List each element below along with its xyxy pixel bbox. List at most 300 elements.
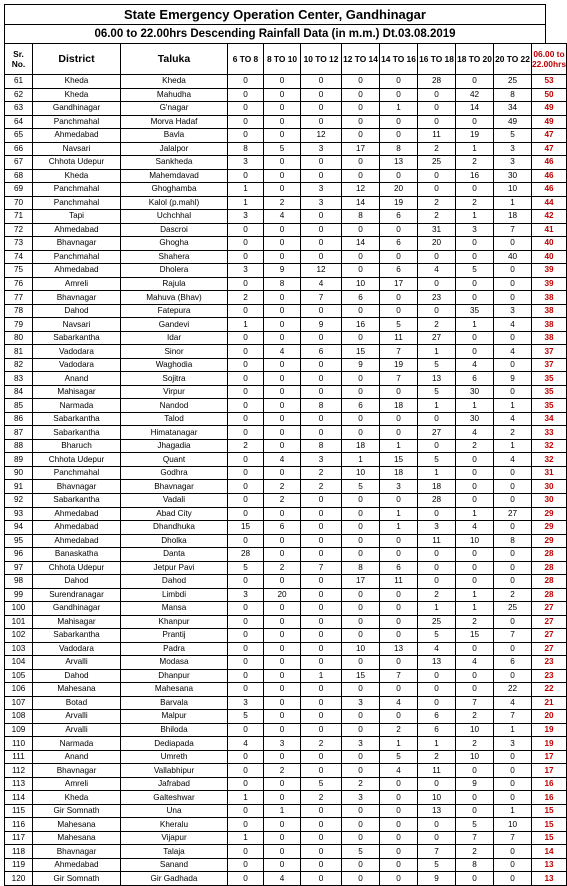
r14-16-cell: 20 bbox=[380, 183, 418, 197]
sr-no-cell: 105 bbox=[5, 669, 33, 683]
r18-20-cell: 30 bbox=[456, 412, 494, 426]
r12-14-cell: 1 bbox=[342, 453, 380, 467]
r12-14-cell: 8 bbox=[342, 210, 380, 224]
total-cell: 44 bbox=[532, 196, 567, 210]
total-cell: 40 bbox=[532, 237, 567, 251]
r12-14-cell: 0 bbox=[342, 588, 380, 602]
total-cell: 14 bbox=[532, 845, 567, 859]
r20-22-cell: 10 bbox=[494, 183, 532, 197]
table-row bbox=[5, 385, 567, 399]
district-cell: Dahod bbox=[33, 669, 121, 683]
r8-10-cell: 0 bbox=[264, 223, 301, 237]
taluka-cell: Danta bbox=[121, 548, 228, 562]
r6-8-cell: 0 bbox=[228, 777, 264, 791]
r20-22-cell: 0 bbox=[494, 561, 532, 575]
r6-8-cell: 0 bbox=[228, 602, 264, 616]
r6-8-cell: 0 bbox=[228, 277, 264, 291]
table-row bbox=[5, 223, 567, 237]
r16-18-cell: 0 bbox=[418, 683, 456, 697]
taluka-cell: Fatepura bbox=[121, 304, 228, 318]
district-cell: Arvalli bbox=[33, 723, 121, 737]
r20-22-cell: 0 bbox=[494, 642, 532, 656]
r18-20-cell: 4 bbox=[456, 521, 494, 535]
r20-22-cell: 7 bbox=[494, 629, 532, 643]
r10-12-cell: 0 bbox=[301, 764, 342, 778]
r10-12-cell: 0 bbox=[301, 534, 342, 548]
total-cell: 23 bbox=[532, 669, 567, 683]
table-row bbox=[5, 304, 567, 318]
taluka-cell: Prantij bbox=[121, 629, 228, 643]
district-cell: Chhota Udepur bbox=[33, 453, 121, 467]
table-row bbox=[5, 696, 567, 710]
r12-14-cell: 12 bbox=[342, 183, 380, 197]
district-cell: Sabarkantha bbox=[33, 493, 121, 507]
r12-14-cell: 0 bbox=[342, 602, 380, 616]
r6-8-cell: 4 bbox=[228, 737, 264, 751]
r14-16-cell: 11 bbox=[380, 575, 418, 589]
r10-12-cell: 7 bbox=[301, 291, 342, 305]
r6-8-cell: 3 bbox=[228, 156, 264, 170]
r18-20-cell: 35 bbox=[456, 304, 494, 318]
r10-12-cell: 0 bbox=[301, 372, 342, 386]
sr-no-cell: 84 bbox=[5, 385, 33, 399]
r12-14-cell: 0 bbox=[342, 88, 380, 102]
r10-12-cell: 0 bbox=[301, 412, 342, 426]
r20-22-cell: 8 bbox=[494, 534, 532, 548]
r14-16-cell: 4 bbox=[380, 696, 418, 710]
sr-no-cell: 106 bbox=[5, 683, 33, 697]
r6-8-cell: 1 bbox=[228, 791, 264, 805]
sr-no-cell: 92 bbox=[5, 493, 33, 507]
r8-10-cell: 2 bbox=[264, 480, 301, 494]
r10-12-cell: 0 bbox=[301, 710, 342, 724]
header-district: District bbox=[33, 44, 121, 75]
r16-18-cell: 0 bbox=[418, 169, 456, 183]
taluka-cell: Dahod bbox=[121, 575, 228, 589]
r12-14-cell: 0 bbox=[342, 412, 380, 426]
r20-22-cell: 7 bbox=[494, 223, 532, 237]
r10-12-cell: 2 bbox=[301, 791, 342, 805]
r6-8-cell: 0 bbox=[228, 480, 264, 494]
taluka-cell: Dediapada bbox=[121, 737, 228, 751]
r6-8-cell: 5 bbox=[228, 561, 264, 575]
r10-12-cell: 5 bbox=[301, 777, 342, 791]
table-row bbox=[5, 575, 567, 589]
r12-14-cell: 0 bbox=[342, 521, 380, 535]
total-cell: 42 bbox=[532, 210, 567, 224]
r18-20-cell: 2 bbox=[456, 156, 494, 170]
sr-no-cell: 62 bbox=[5, 88, 33, 102]
r20-22-cell: 0 bbox=[494, 521, 532, 535]
sr-no-cell: 101 bbox=[5, 615, 33, 629]
r16-18-cell: 1 bbox=[418, 399, 456, 413]
r12-14-cell: 0 bbox=[342, 129, 380, 143]
r10-12-cell: 0 bbox=[301, 426, 342, 440]
sr-no-cell: 65 bbox=[5, 129, 33, 143]
sr-no-cell: 80 bbox=[5, 331, 33, 345]
taluka-cell: Gandevi bbox=[121, 318, 228, 332]
total-cell: 21 bbox=[532, 696, 567, 710]
r20-22-cell: 0 bbox=[494, 493, 532, 507]
r12-14-cell: 3 bbox=[342, 791, 380, 805]
r14-16-cell: 18 bbox=[380, 399, 418, 413]
table-row bbox=[5, 412, 567, 426]
r14-16-cell: 0 bbox=[380, 845, 418, 859]
total-cell: 16 bbox=[532, 777, 567, 791]
table-row bbox=[5, 615, 567, 629]
r20-22-cell: 1 bbox=[494, 723, 532, 737]
district-cell: Kheda bbox=[33, 88, 121, 102]
r12-14-cell: 0 bbox=[342, 804, 380, 818]
table-row bbox=[5, 156, 567, 170]
total-cell: 30 bbox=[532, 493, 567, 507]
table-row bbox=[5, 426, 567, 440]
r16-18-cell: 11 bbox=[418, 764, 456, 778]
taluka-cell: Jafrabad bbox=[121, 777, 228, 791]
r14-16-cell: 0 bbox=[380, 129, 418, 143]
district-cell: Botad bbox=[33, 696, 121, 710]
district-cell: Vadodara bbox=[33, 642, 121, 656]
sr-no-cell: 79 bbox=[5, 318, 33, 332]
r10-12-cell: 0 bbox=[301, 588, 342, 602]
r12-14-cell: 0 bbox=[342, 264, 380, 278]
r10-12-cell: 0 bbox=[301, 615, 342, 629]
r8-10-cell: 2 bbox=[264, 764, 301, 778]
r16-18-cell: 13 bbox=[418, 372, 456, 386]
r8-10-cell: 0 bbox=[264, 615, 301, 629]
r18-20-cell: 0 bbox=[456, 683, 494, 697]
sr-no-cell: 98 bbox=[5, 575, 33, 589]
total-cell: 17 bbox=[532, 764, 567, 778]
r16-18-cell: 28 bbox=[418, 75, 456, 89]
district-cell: Sabarkantha bbox=[33, 426, 121, 440]
r12-14-cell: 0 bbox=[342, 385, 380, 399]
total-cell: 27 bbox=[532, 602, 567, 616]
r12-14-cell: 0 bbox=[342, 304, 380, 318]
taluka-cell: Nandod bbox=[121, 399, 228, 413]
r20-22-cell: 0 bbox=[494, 277, 532, 291]
district-cell: Panchmahal bbox=[33, 115, 121, 129]
r20-22-cell: 18 bbox=[494, 210, 532, 224]
r8-10-cell: 0 bbox=[264, 548, 301, 562]
r14-16-cell: 0 bbox=[380, 250, 418, 264]
sr-no-cell: 110 bbox=[5, 737, 33, 751]
r6-8-cell: 0 bbox=[228, 399, 264, 413]
r12-14-cell: 3 bbox=[342, 737, 380, 751]
r6-8-cell: 0 bbox=[228, 88, 264, 102]
taluka-cell: Mahudha bbox=[121, 88, 228, 102]
r6-8-cell: 8 bbox=[228, 142, 264, 156]
sr-no-cell: 66 bbox=[5, 142, 33, 156]
r16-18-cell: 1 bbox=[418, 737, 456, 751]
table-row bbox=[5, 588, 567, 602]
header-taluka: Taluka bbox=[121, 44, 228, 75]
r14-16-cell: 0 bbox=[380, 115, 418, 129]
r8-10-cell: 0 bbox=[264, 845, 301, 859]
r16-18-cell: 2 bbox=[418, 196, 456, 210]
r6-8-cell: 0 bbox=[228, 858, 264, 872]
r8-10-cell: 0 bbox=[264, 250, 301, 264]
r14-16-cell: 0 bbox=[380, 493, 418, 507]
r8-10-cell: 4 bbox=[264, 210, 301, 224]
r12-14-cell: 0 bbox=[342, 629, 380, 643]
total-cell: 49 bbox=[532, 115, 567, 129]
r18-20-cell: 8 bbox=[456, 858, 494, 872]
r16-18-cell: 27 bbox=[418, 426, 456, 440]
total-cell: 32 bbox=[532, 453, 567, 467]
r12-14-cell: 0 bbox=[342, 426, 380, 440]
r14-16-cell: 0 bbox=[380, 385, 418, 399]
r8-10-cell: 0 bbox=[264, 534, 301, 548]
sr-no-cell: 78 bbox=[5, 304, 33, 318]
r16-18-cell: 1 bbox=[418, 602, 456, 616]
r8-10-cell: 0 bbox=[264, 723, 301, 737]
taluka-cell: Modasa bbox=[121, 656, 228, 670]
r18-20-cell: 1 bbox=[456, 588, 494, 602]
r16-18-cell: 6 bbox=[418, 710, 456, 724]
district-cell: Chhota Udepur bbox=[33, 156, 121, 170]
r16-18-cell: 27 bbox=[418, 331, 456, 345]
r6-8-cell: 0 bbox=[228, 818, 264, 832]
r16-18-cell: 0 bbox=[418, 575, 456, 589]
r6-8-cell: 0 bbox=[228, 412, 264, 426]
r18-20-cell: 0 bbox=[456, 291, 494, 305]
r14-16-cell: 13 bbox=[380, 156, 418, 170]
r6-8-cell: 0 bbox=[228, 656, 264, 670]
r8-10-cell: 0 bbox=[264, 777, 301, 791]
taluka-cell: Quant bbox=[121, 453, 228, 467]
district-cell: Arvalli bbox=[33, 656, 121, 670]
taluka-cell: Talod bbox=[121, 412, 228, 426]
r6-8-cell: 0 bbox=[228, 129, 264, 143]
sr-no-cell: 89 bbox=[5, 453, 33, 467]
total-cell: 46 bbox=[532, 183, 567, 197]
r12-14-cell: 10 bbox=[342, 466, 380, 480]
taluka-cell: Sankheda bbox=[121, 156, 228, 170]
report-title: State Emergency Operation Center, Gandhinagar bbox=[4, 4, 546, 24]
district-cell: Ahmedabad bbox=[33, 264, 121, 278]
header-20-to-22: 20 TO 22 bbox=[494, 44, 532, 75]
sr-no-cell: 75 bbox=[5, 264, 33, 278]
sr-no-cell: 109 bbox=[5, 723, 33, 737]
total-cell: 38 bbox=[532, 291, 567, 305]
r10-12-cell: 4 bbox=[301, 277, 342, 291]
r14-16-cell: 0 bbox=[380, 548, 418, 562]
r18-20-cell: 0 bbox=[456, 764, 494, 778]
r20-22-cell: 0 bbox=[494, 237, 532, 251]
r6-8-cell: 0 bbox=[228, 102, 264, 116]
district-cell: Mahesana bbox=[33, 831, 121, 845]
taluka-cell: Bhavnagar bbox=[121, 480, 228, 494]
r8-10-cell: 0 bbox=[264, 156, 301, 170]
r14-16-cell: 1 bbox=[380, 439, 418, 453]
r14-16-cell: 18 bbox=[380, 466, 418, 480]
district-cell: Navsari bbox=[33, 318, 121, 332]
r10-12-cell: 0 bbox=[301, 507, 342, 521]
r18-20-cell: 0 bbox=[456, 331, 494, 345]
district-cell: Narmada bbox=[33, 737, 121, 751]
r6-8-cell: 0 bbox=[228, 845, 264, 859]
r12-14-cell: 0 bbox=[342, 764, 380, 778]
r18-20-cell: 7 bbox=[456, 831, 494, 845]
r10-12-cell: 12 bbox=[301, 264, 342, 278]
r20-22-cell: 34 bbox=[494, 102, 532, 116]
district-cell: Navsari bbox=[33, 142, 121, 156]
r6-8-cell: 1 bbox=[228, 183, 264, 197]
r12-14-cell: 15 bbox=[342, 345, 380, 359]
r16-18-cell: 13 bbox=[418, 656, 456, 670]
r18-20-cell: 5 bbox=[456, 818, 494, 832]
r18-20-cell: 0 bbox=[456, 493, 494, 507]
sr-no-cell: 108 bbox=[5, 710, 33, 724]
sr-no-cell: 102 bbox=[5, 629, 33, 643]
table-row bbox=[5, 237, 567, 251]
district-cell: Narmada bbox=[33, 399, 121, 413]
r14-16-cell: 2 bbox=[380, 723, 418, 737]
total-cell: 35 bbox=[532, 372, 567, 386]
r14-16-cell: 5 bbox=[380, 750, 418, 764]
district-cell: Bhavnagar bbox=[33, 764, 121, 778]
r8-10-cell: 9 bbox=[264, 264, 301, 278]
table-body bbox=[5, 75, 567, 886]
r16-18-cell: 31 bbox=[418, 223, 456, 237]
district-cell: Bhavnagar bbox=[33, 845, 121, 859]
r14-16-cell: 17 bbox=[380, 277, 418, 291]
sr-no-cell: 99 bbox=[5, 588, 33, 602]
r10-12-cell: 3 bbox=[301, 453, 342, 467]
r8-10-cell: 8 bbox=[264, 277, 301, 291]
taluka-cell: Khanpur bbox=[121, 615, 228, 629]
r14-16-cell: 8 bbox=[380, 142, 418, 156]
r6-8-cell: 0 bbox=[228, 750, 264, 764]
r10-12-cell: 3 bbox=[301, 183, 342, 197]
r18-20-cell: 0 bbox=[456, 561, 494, 575]
r10-12-cell: 0 bbox=[301, 602, 342, 616]
r8-10-cell: 0 bbox=[264, 710, 301, 724]
r16-18-cell: 2 bbox=[418, 750, 456, 764]
r12-14-cell: 6 bbox=[342, 291, 380, 305]
r16-18-cell: 5 bbox=[418, 385, 456, 399]
r12-14-cell: 15 bbox=[342, 669, 380, 683]
table-row bbox=[5, 669, 567, 683]
r20-22-cell: 27 bbox=[494, 507, 532, 521]
taluka-cell: G'nagar bbox=[121, 102, 228, 116]
r6-8-cell: 0 bbox=[228, 669, 264, 683]
r6-8-cell: 0 bbox=[228, 169, 264, 183]
sr-no-cell: 107 bbox=[5, 696, 33, 710]
r18-20-cell: 0 bbox=[456, 804, 494, 818]
r16-18-cell: 9 bbox=[418, 872, 456, 886]
r14-16-cell: 0 bbox=[380, 426, 418, 440]
taluka-cell: Limbdi bbox=[121, 588, 228, 602]
r16-18-cell: 0 bbox=[418, 777, 456, 791]
taluka-cell: Abad City bbox=[121, 507, 228, 521]
table-row bbox=[5, 453, 567, 467]
r10-12-cell: 3 bbox=[301, 142, 342, 156]
district-cell: Panchmahal bbox=[33, 183, 121, 197]
sr-no-cell: 70 bbox=[5, 196, 33, 210]
r20-22-cell: 3 bbox=[494, 304, 532, 318]
r20-22-cell: 25 bbox=[494, 75, 532, 89]
taluka-cell: Himatanagar bbox=[121, 426, 228, 440]
r20-22-cell: 7 bbox=[494, 710, 532, 724]
r6-8-cell: 3 bbox=[228, 696, 264, 710]
r10-12-cell: 0 bbox=[301, 845, 342, 859]
r10-12-cell: 0 bbox=[301, 683, 342, 697]
r8-10-cell: 0 bbox=[264, 169, 301, 183]
r18-20-cell: 3 bbox=[456, 223, 494, 237]
r8-10-cell: 0 bbox=[264, 439, 301, 453]
table-row bbox=[5, 115, 567, 129]
r14-16-cell: 0 bbox=[380, 88, 418, 102]
r10-12-cell: 2 bbox=[301, 737, 342, 751]
r6-8-cell: 1 bbox=[228, 831, 264, 845]
district-cell: Arvalli bbox=[33, 710, 121, 724]
r16-18-cell: 0 bbox=[418, 696, 456, 710]
total-cell: 28 bbox=[532, 561, 567, 575]
r6-8-cell: 0 bbox=[228, 804, 264, 818]
r20-22-cell: 0 bbox=[494, 264, 532, 278]
table-row bbox=[5, 642, 567, 656]
r20-22-cell: 0 bbox=[494, 764, 532, 778]
taluka-cell: Sojitra bbox=[121, 372, 228, 386]
taluka-cell: Galteshwar bbox=[121, 791, 228, 805]
r16-18-cell: 1 bbox=[418, 345, 456, 359]
r14-16-cell: 0 bbox=[380, 588, 418, 602]
r10-12-cell: 2 bbox=[301, 466, 342, 480]
r16-18-cell: 23 bbox=[418, 291, 456, 305]
table-row bbox=[5, 277, 567, 291]
taluka-cell: Jalalpor bbox=[121, 142, 228, 156]
table-row bbox=[5, 845, 567, 859]
r16-18-cell: 0 bbox=[418, 412, 456, 426]
sr-no-cell: 86 bbox=[5, 412, 33, 426]
r6-8-cell: 2 bbox=[228, 439, 264, 453]
r6-8-cell: 3 bbox=[228, 264, 264, 278]
r12-14-cell: 17 bbox=[342, 142, 380, 156]
sr-no-cell: 69 bbox=[5, 183, 33, 197]
total-cell: 35 bbox=[532, 385, 567, 399]
table-row bbox=[5, 358, 567, 372]
district-cell: Kheda bbox=[33, 75, 121, 89]
r18-20-cell: 2 bbox=[456, 615, 494, 629]
r16-18-cell: 11 bbox=[418, 534, 456, 548]
r16-18-cell: 0 bbox=[418, 439, 456, 453]
table-row bbox=[5, 466, 567, 480]
r8-10-cell: 4 bbox=[264, 453, 301, 467]
r14-16-cell: 0 bbox=[380, 791, 418, 805]
r10-12-cell: 0 bbox=[301, 818, 342, 832]
taluka-cell: Shahera bbox=[121, 250, 228, 264]
r12-14-cell: 0 bbox=[342, 723, 380, 737]
taluka-cell: Dhandhuka bbox=[121, 521, 228, 535]
sr-no-cell: 85 bbox=[5, 399, 33, 413]
r6-8-cell: 15 bbox=[228, 521, 264, 535]
r20-22-cell: 0 bbox=[494, 291, 532, 305]
total-cell: 32 bbox=[532, 439, 567, 453]
header-12-to-14: 12 TO 14 bbox=[342, 44, 380, 75]
r6-8-cell: 0 bbox=[228, 615, 264, 629]
r10-12-cell: 0 bbox=[301, 521, 342, 535]
r6-8-cell: 0 bbox=[228, 426, 264, 440]
sr-no-cell: 93 bbox=[5, 507, 33, 521]
table-row bbox=[5, 602, 567, 616]
r20-22-cell: 0 bbox=[494, 480, 532, 494]
r12-14-cell: 0 bbox=[342, 534, 380, 548]
r8-10-cell: 0 bbox=[264, 426, 301, 440]
r18-20-cell: 6 bbox=[456, 372, 494, 386]
sr-no-cell: 76 bbox=[5, 277, 33, 291]
